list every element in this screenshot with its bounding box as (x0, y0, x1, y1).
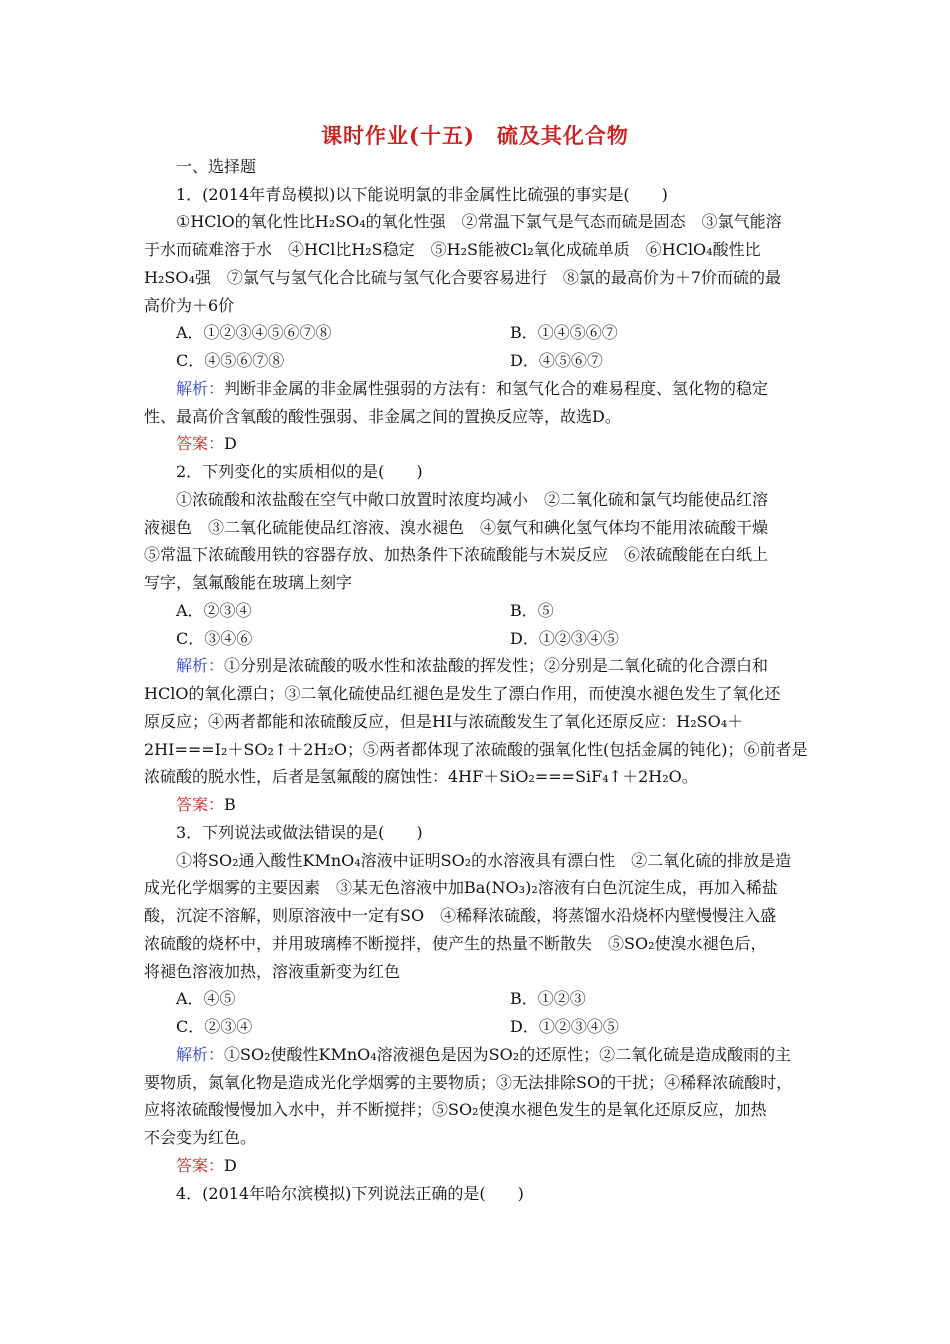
q1-body-line: H₂SO₄强 ⑦氯气与氢气化合比硫与氢气化合要容易进行 ⑧氯的最高价为＋7价而硫的最 (144, 268, 782, 287)
q4-stem: 4．(2014年哈尔滨模拟)下列说法正确的是( ) (176, 1184, 524, 1203)
q1-analysis-line: 性、最高价含氧酸的酸性强弱、非金属之间的置换反应等，故选D。 (144, 407, 621, 426)
q3-analysis-line: 要物质，氮氧化物是造成光化学烟雾的主要物质；③无法排除SO的干扰；④稀释浓硫酸时， (144, 1073, 793, 1092)
q3-body-line: 成光化学烟雾的主要因素 ③某无色溶液中加Ba(NO₃)₂溶液有白色沉淀生成，再加入稀盐 (144, 878, 778, 897)
q3-body-line: ①将SO₂通入酸性KMnO₄溶液中证明SO₂的水溶液具有漂白性 ②二氧化硫的排放是造 (176, 851, 792, 870)
q2-option-d: D．①②③④⑤ (510, 629, 619, 648)
q2-analysis-line: 原反应；④两者都能和浓硫酸反应，但是HI与浓硫酸发生了氧化还原反应：H₂SO₄＋ (144, 712, 744, 731)
answer-label: 答案： (176, 1156, 225, 1175)
answer-label: 答案： (176, 434, 225, 453)
q2-body-line: 写字，氢氟酸能在玻璃上刻字 (144, 573, 353, 592)
q2-option-b: B．⑤ (510, 601, 554, 620)
q3-option-d: D．①②③④⑤ (510, 1017, 619, 1036)
analysis-label: 解析： (176, 379, 225, 398)
analysis-text: 判断非金属的非金属性强弱的方法有：和氢气化合的难易程度、氢化物的稳定 (224, 379, 769, 398)
q2-body-line: 液褪色 ③二氧化硫能使品红溶液、溴水褪色 ④氨气和碘化氢气体均不能用浓硫酸干燥 (144, 518, 769, 537)
q1-option-c: C．④⑤⑥⑦⑧ (176, 351, 285, 370)
answer-label: 答案： (176, 795, 225, 814)
q3-body-line: 将褪色溶液加热，溶液重新变为红色 (144, 962, 401, 981)
q2-analysis (176, 656, 768, 676)
q3-stem: 3．下列说法或做法错误的是( ) (176, 823, 423, 842)
q3-option-b: B．①②③ (510, 989, 586, 1008)
analysis-text: ①分别是浓硫酸的吸水性和浓盐酸的挥发性；②分别是二氧化硫的化合漂白和 (224, 656, 769, 675)
q2-answer (176, 795, 236, 815)
analysis-label: 解析： (176, 656, 225, 675)
q3-body-line: 浓硫酸的烧杯中，并用玻璃棒不断搅拌，使产生的热量不断散失 ⑤SO₂使溴水褪色后， (144, 934, 767, 953)
answer-value: D (224, 434, 237, 453)
q2-option-a: A．②③④ (176, 601, 252, 620)
q2-option-c: C．③④⑥ (176, 629, 253, 648)
q1-option-b: B．①④⑤⑥⑦ (510, 323, 618, 342)
q2-analysis-line: 浓硫酸的脱水性，后者是氢氟酸的腐蚀性：4HF＋SiO₂===SiF₄↑＋2H₂O。 (144, 767, 698, 786)
page-title: 课时作业(十五) 硫及其化合物 (321, 123, 629, 148)
q2-body-line: ①浓硫酸和浓盐酸在空气中敞口放置时浓度均减小 ②二氧化硫和氯气均能使品红溶 (176, 490, 769, 509)
q3-option-a: A．④⑤ (176, 989, 236, 1008)
q3-answer (176, 1156, 237, 1176)
q3-option-c: C．②③④ (176, 1017, 253, 1036)
q1-option-d: D．④⑤⑥⑦ (510, 351, 603, 370)
q2-analysis-line: HClO的氧化漂白；③二氧化硫使品红褪色是发生了漂白作用，而使溴水褪色发生了氧化还 (144, 684, 781, 703)
analysis-text: ①SO₂使酸性KMnO₄溶液褪色是因为SO₂的还原性；②二氧化硫是造成酸雨的主 (224, 1045, 792, 1064)
q1-body-line: 于水而硫难溶于水 ④HCl比H₂S稳定 ⑤H₂S能被Cl₂氧化成硫单质 ⑥HClO₄酸性比 (144, 240, 761, 259)
answer-value: D (224, 1156, 237, 1175)
q1-option-a: A．①②③④⑤⑥⑦⑧ (176, 323, 332, 342)
q1-body-line: 高价为＋6价 (144, 296, 235, 315)
answer-value: B (224, 795, 236, 814)
q2-body-line: ⑤常温下浓硫酸用铁的容器存放、加热条件下浓硫酸能与木炭反应 ⑥浓硫酸能在白纸上 (144, 545, 769, 564)
analysis-label: 解析： (176, 1045, 225, 1064)
q1-body-line: ①HClO的氧化性比H₂SO₄的氧化性强 ②常温下氯气是气态而硫是固态 ③氯气能溶 (176, 212, 782, 231)
q2-stem: 2．下列变化的实质相似的是( ) (176, 462, 423, 481)
q3-analysis-line: 应将浓硫酸慢慢加入水中，并不断搅拌；⑤SO₂使溴水褪色发生的是氧化还原反应，加热 (144, 1100, 767, 1119)
q3-analysis-line: 不会变为红色。 (144, 1128, 257, 1147)
q3-analysis (176, 1045, 791, 1065)
q1-answer (176, 434, 237, 454)
q1-analysis (176, 379, 768, 399)
q2-analysis-line: 2HI===I₂＋SO₂↑＋2H₂O；⑤两者都体现了浓硫酸的强氧化性(包括金属的钝化)；⑥前者是 (144, 740, 808, 759)
section-heading: 一、选择题 (176, 157, 257, 176)
q1-stem: 1．(2014年青岛模拟)以下能说明氯的非金属性比硫强的事实是( ) (176, 185, 668, 204)
q3-body-line: 酸，沉淀不溶解，则原溶液中一定有SO ④稀释浓硫酸，将蒸馏水沿烧杯内壁慢慢注入盛 (144, 906, 777, 925)
